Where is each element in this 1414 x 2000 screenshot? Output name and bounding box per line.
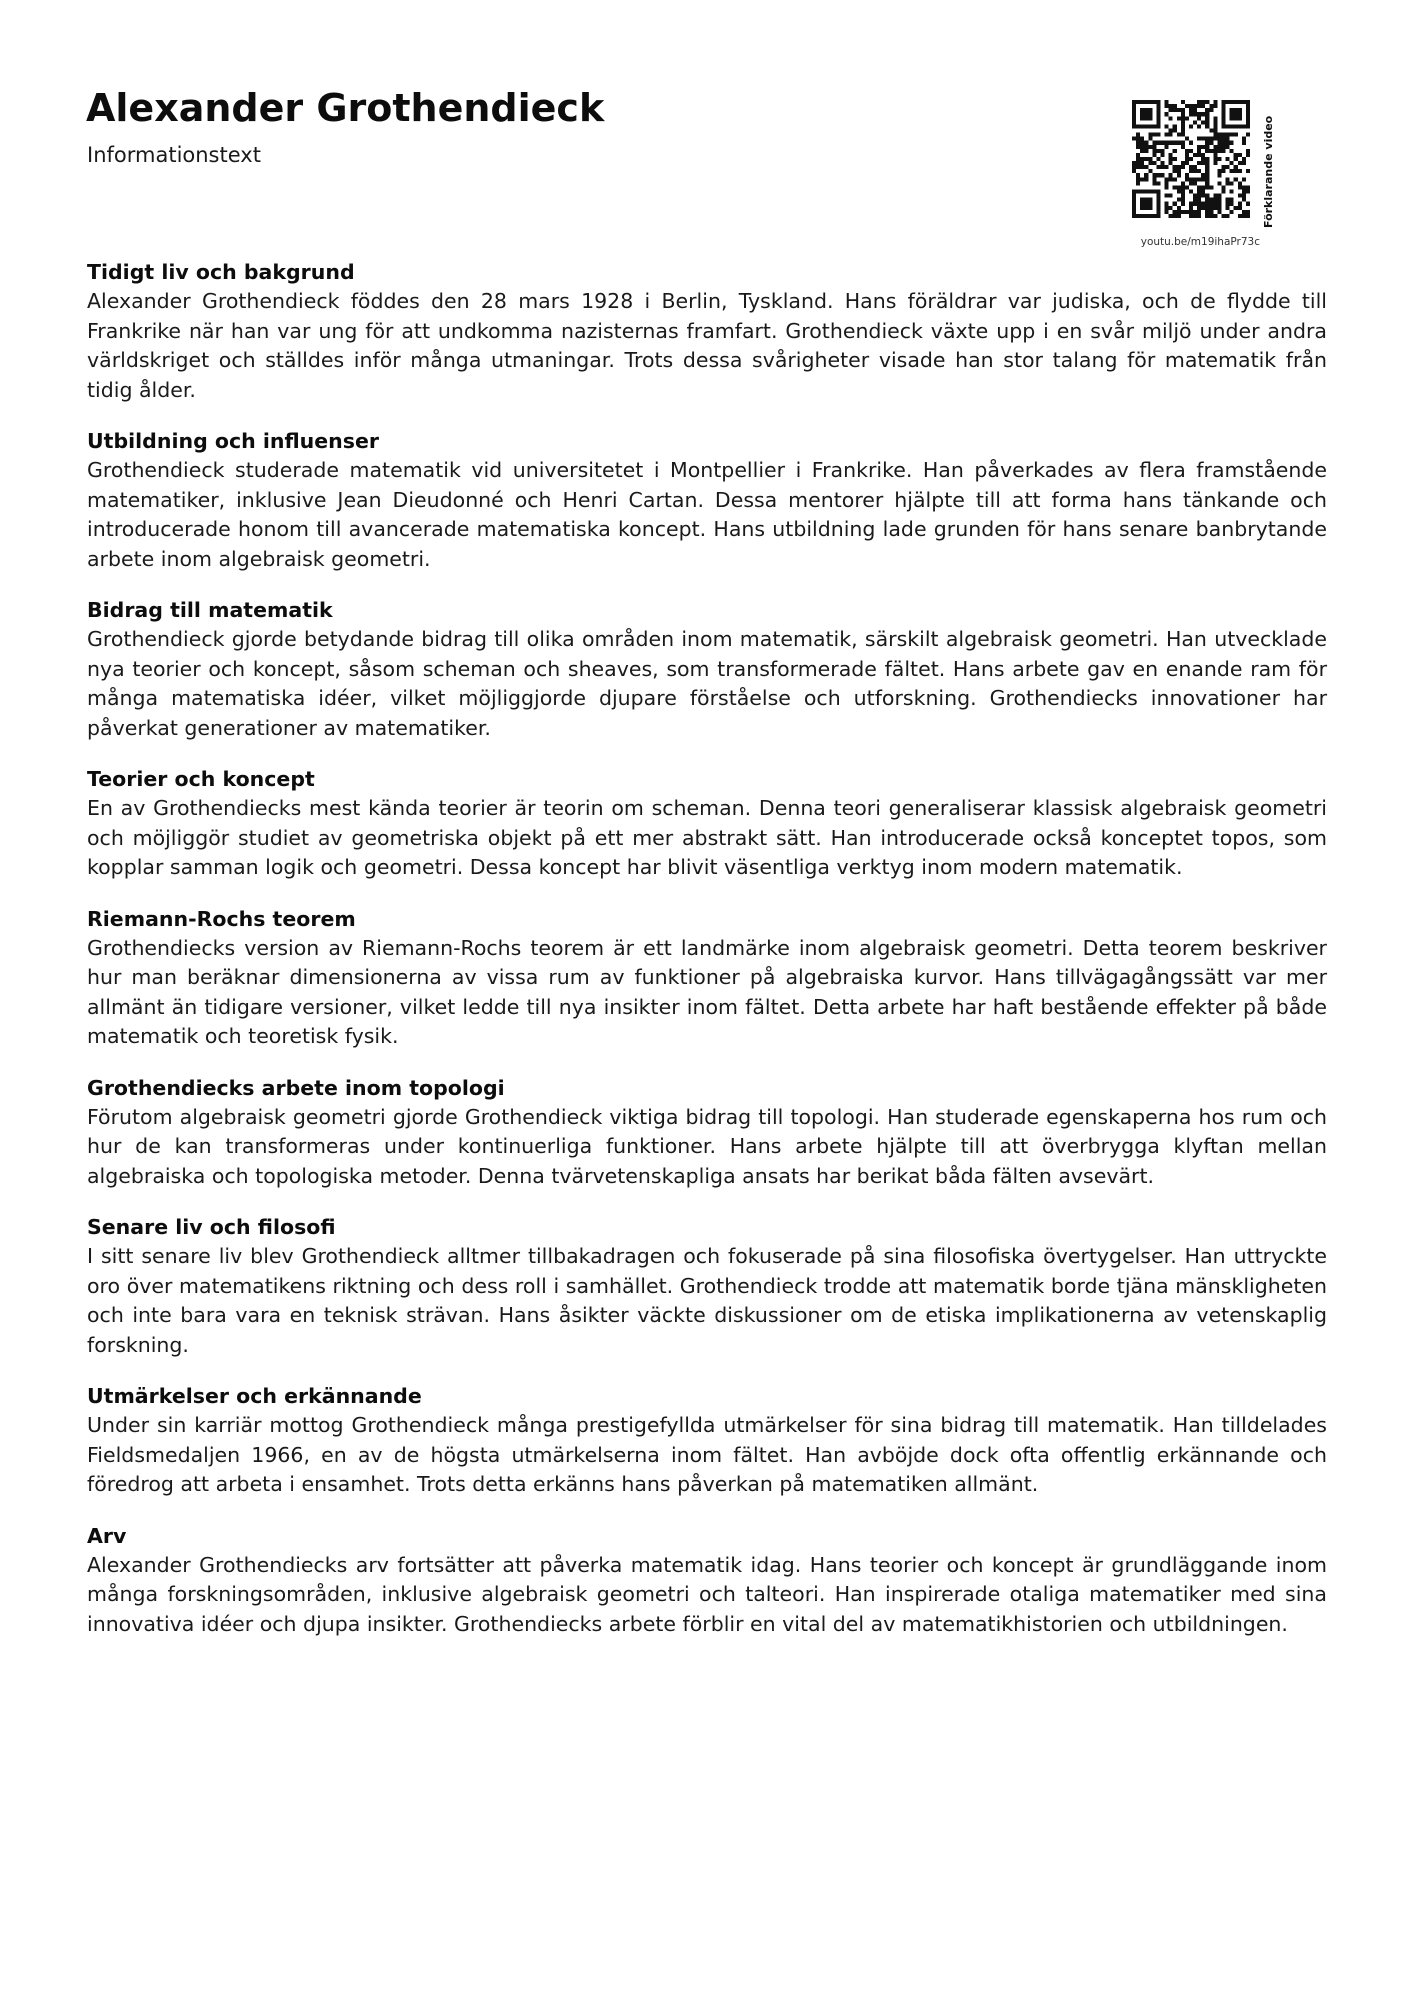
section-education [87,427,1327,574]
section-heading: Bidrag till matematik [87,598,333,622]
qr-url-text: youtu.be/m19ihaPr73c [1140,236,1260,248]
qr-code-block [1132,100,1272,250]
section-theories [87,765,1327,883]
document-body [87,258,1327,1661]
section-text: En av Grothendiecks mest kända teorier är teorin om scheman. Denna teori generaliserar klassisk algebraisk geometri och möjliggör studiet av geometriska objekt på ett mer abstrakt sätt. Han introducerade också konceptet topos, som kopplar samman logik och geometri. Dessa koncept har blivit väsentliga verktyg inom modern matematik. [87,796,1327,879]
section-text: Grothendieck studerade matematik vid universitetet i Montpellier i Frankrike. Han påverkades av flera framstående matematiker, inklusive Jean Dieudonné och Henri Cartan. Dessa mentorer hjälpte till att forma hans tänkande och introducerade honom till avancerade matematiska koncept. Hans utbildning lade grunden för hans senare banbrytande arbete inom algebraisk geometri. [87,458,1327,571]
section-legacy [87,1522,1327,1640]
section-text: Alexander Grothendieck föddes den 28 mars 1928 i Berlin, Tyskland. Hans föräldrar var judiska, och de flydde till Frankrike när han var ung för att undkomma nazisternas framfart. Grothendieck växte upp i en svår miljö under andra världskriget och ställdes inför många utmaningar. Trots dessa svårigheter visade han stor talang för matematik från tidig ålder. [87,289,1327,402]
section-heading: Teorier och koncept [87,767,315,791]
qr-code-icon [1132,100,1250,218]
section-heading: Grothendiecks arbete inom topologi [87,1075,505,1100]
section-heading: Riemann-Rochs teorem [87,906,356,931]
section-heading: Utmärkelser och erkännande [87,1384,422,1408]
section-text: Alexander Grothendiecks arv fortsätter att påverka matematik idag. Hans teorier och koncept är grundläggande inom många forskningsområden, inklusive algebraisk geometri och talteori. Han inspirerade otaliga matematiker med sina innovativa idéer och djupa insikter. Grothendiecks arbete förblir en vital del av matematikhistorien och utbildningen. [87,1552,1327,1636]
page-subtitle: Informationstext [87,143,261,167]
section-text: I sitt senare liv blev Grothendieck alltmer tillbakadragen och fokuserade på sina filosofiska övertygelser. Han uttryckte oro över matematikens riktning och dess roll i samhället. Grothendieck trodde att matematik borde tjäna mänskligheten och inte bara vara en teknisk strävan. Hans åsikter väckte diskussioner om de etiska implikationerna av vetenskaplig forskning. [87,1244,1327,1357]
section-heading: Arv [87,1523,127,1548]
section-awards [87,1382,1327,1500]
page-title: Alexander Grothendieck [86,86,605,130]
section-text: Grothendiecks version av Riemann-Rochs teorem är ett landmärke inom algebraisk geometri. Detta teorem beskriver hur man beräknar dimensionerna av vissa rum av funktioner på algebraiska kurvor. Hans tillvägagångssätt var mer allmänt än tidigare versioner, vilket ledde till nya insikter inom fältet. Detta arbete har haft bestående effekter på både matematik och teoretisk fysik. [87,935,1327,1048]
section-heading: Tidigt liv och bakgrund [87,260,355,284]
section-contributions [87,596,1327,743]
qr-video-label: Förklarande video [1262,115,1275,229]
section-early-life [87,258,1327,405]
section-later-life [87,1213,1327,1360]
section-text: Under sin karriär mottog Grothendieck många prestigefyllda utmärkelser för sina bidrag till matematik. Han tilldelades Fieldsmedaljen 1966, en av de högsta utmärkelserna inom fältet. Han avböjde dock ofta offentlig erkännande och föredrog att arbeta i ensamhet. Trots detta erkänns hans påverkan på matematiken allmänt. [87,1413,1327,1496]
section-riemann-roch [87,905,1327,1052]
section-heading: Senare liv och filosofi [87,1215,336,1239]
section-text: Grothendieck gjorde betydande bidrag till olika områden inom matematik, särskilt algebraisk geometri. Han utvecklade nya teorier och koncept, såsom scheman och sheaves, som transformerade fältet. Hans arbete gav en enande ram för många matematiska idéer, vilket möjliggjorde djupare förståelse och utforskning. Grothendiecks innovationer har påverkat generationer av matematiker. [87,627,1327,740]
section-heading: Utbildning och influenser [87,429,379,453]
section-topology [87,1074,1327,1192]
section-text: Förutom algebraisk geometri gjorde Grothendieck viktiga bidrag till topologi. Han studerade egenskaperna hos rum och hur de kan transformeras under kontinuerliga funktioner. Hans arbete hjälpte till att överbrygga klyftan mellan algebraiska och topologiska metoder. Denna tvärvetenskapliga ansats har berikat båda fälten avsevärt. [87,1104,1327,1188]
